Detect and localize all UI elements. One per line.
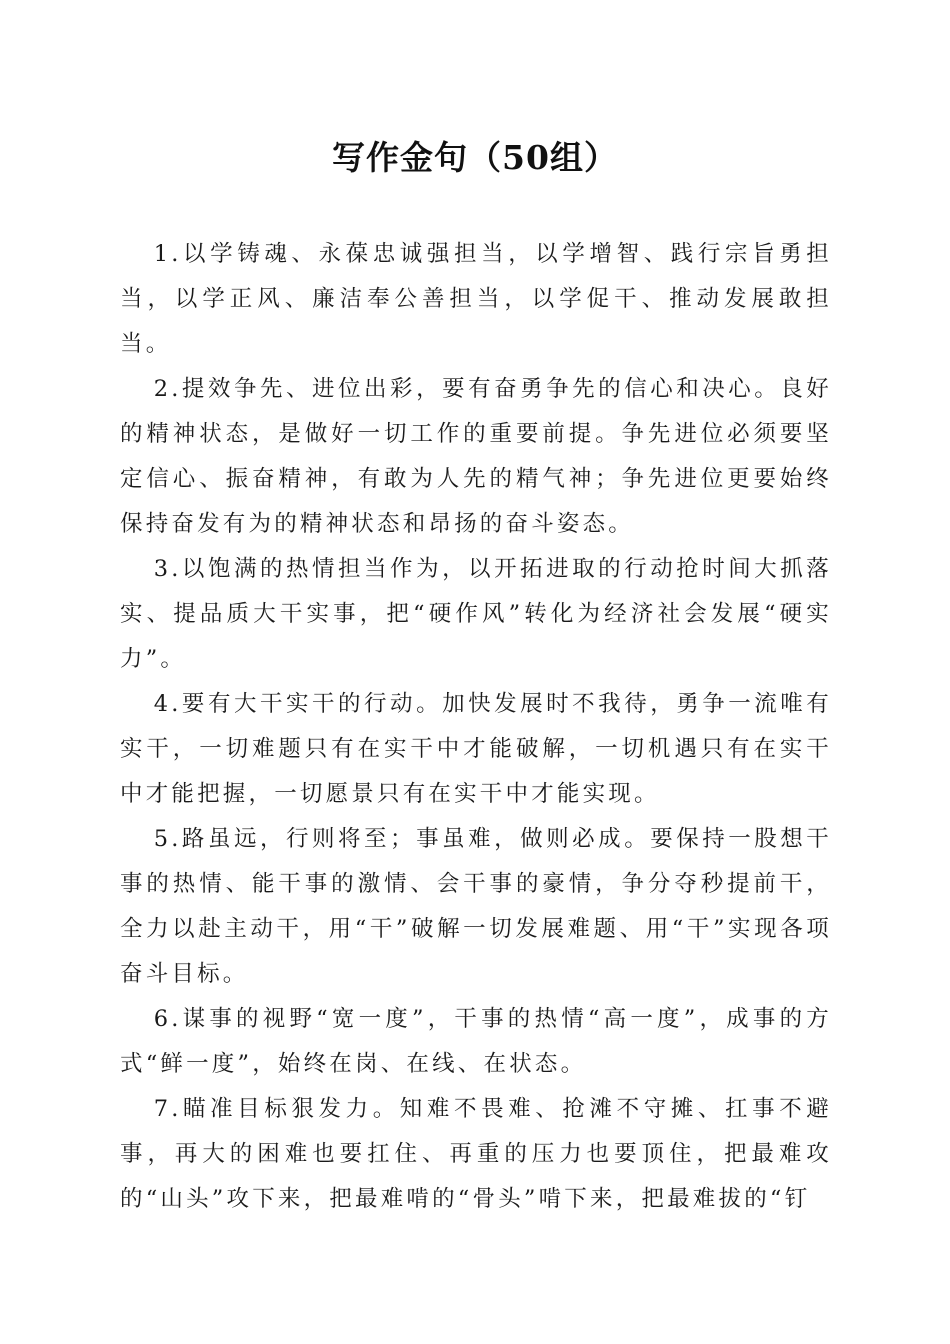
document-body [120,232,832,1222]
paragraph-1: 1.以学铸魂、永葆忠诚强担当，以学增智、践行宗旨勇担当，以学正风、廉洁奉公善担当，以学促干、推动发展敢担当。 [120,241,832,357]
paragraph-5: 5.路虽远，行则将至；事虽难，做则必成。要保持一股想干事的热情、能干事的激情、会干事的豪情，争分夺秒提前干，全力以赴主动干，用“干”破解一切发展难题、用“干”实现各项奋斗目标。 [120,826,832,987]
document-title: 写作金句（50组） [332,138,618,177]
paragraph-6: 6.谋事的视野“宽一度”，干事的热情“高一度”，成事的方式“鲜一度”，始终在岗、在线、在状态。 [120,1006,832,1077]
paragraph-2: 2.提效争先、进位出彩，要有奋勇争先的信心和决心。良好的精神状态，是做好一切工作的重要前提。争先进位必须要坚定信心、振奋精神，有敢为人先的精气神；争先进位更要始终保持奋发有为的精神状态和昂扬的奋斗姿态。 [120,376,832,537]
paragraph-3: 3.以饱满的热情担当作为，以开拓进取的行动抢时间大抓落实、提品质大干实事，把“硬作风”转化为经济社会发展“硬实力”。 [120,556,832,672]
paragraph-4: 4.要有大干实干的行动。加快发展时不我待，勇争一流唯有实干，一切难题只有在实干中才能破解，一切机遇只有在实干中才能把握，一切愿景只有在实干中才能实现。 [120,691,832,807]
paragraph-7: 7.瞄准目标狠发力。知难不畏难、抢滩不守摊、扛事不避事，再大的困难也要扛住、再重的压力也要顶住，把最难攻的“山头”攻下来，把最难啃的“骨头”啃下来，把最难拔的“钉 [120,1096,832,1212]
